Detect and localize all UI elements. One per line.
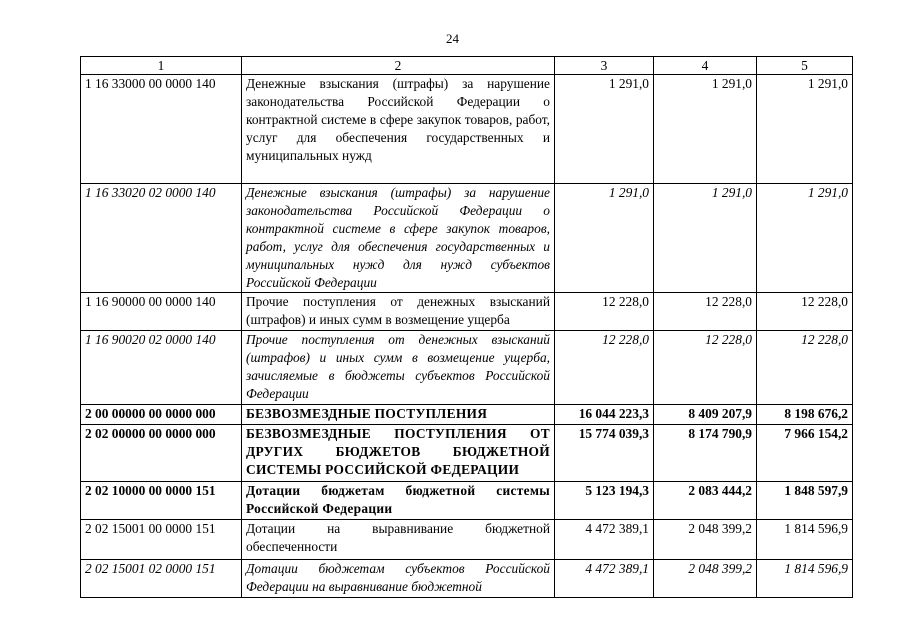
column-header-code: 1 [81, 57, 242, 75]
row-name: БЕЗВОЗМЕЗДНЫЕ ПОСТУПЛЕНИЯ ОТ ДРУГИХ БЮДЖЕТОВ БЮДЖЕТНОЙ СИСТЕМЫ РОССИЙСКОЙ ФЕДЕРАЦИИ [242, 425, 555, 482]
row-name: Дотации на выравнивание бюджетной обеспеченности [242, 520, 555, 560]
table-header-row [81, 57, 853, 75]
table-row [81, 520, 853, 560]
row-value-1: 4 472 389,1 [555, 560, 654, 598]
row-value-2: 2 083 444,2 [654, 482, 757, 520]
row-name: БЕЗВОЗМЕЗДНЫЕ ПОСТУПЛЕНИЯ [242, 405, 555, 425]
row-code: 1 16 90020 02 0000 140 [81, 331, 242, 405]
row-value-3: 7 966 154,2 [757, 425, 853, 482]
column-header-year-1: 3 [555, 57, 654, 75]
table-row [81, 482, 853, 520]
column-header-name: 2 [242, 57, 555, 75]
row-value-2: 2 048 399,2 [654, 520, 757, 560]
row-code: 2 02 00000 00 0000 000 [81, 425, 242, 482]
row-value-1: 5 123 194,3 [555, 482, 654, 520]
row-value-1: 12 228,0 [555, 293, 654, 331]
row-value-2: 1 291,0 [654, 184, 757, 293]
row-value-1: 4 472 389,1 [555, 520, 654, 560]
table-row [81, 331, 853, 405]
row-name: Денежные взыскания (штрафы) за нарушение законодательства Российской Федерации о контрактной системе в сфере закупок товаров, работ, услуг для обеспечения государственных и муниципальных нужд [242, 75, 555, 184]
row-value-2: 8 174 790,9 [654, 425, 757, 482]
table-row [81, 184, 853, 293]
row-code: 2 02 10000 00 0000 151 [81, 482, 242, 520]
row-code: 1 16 90000 00 0000 140 [81, 293, 242, 331]
row-value-1: 1 291,0 [555, 184, 654, 293]
row-value-2: 12 228,0 [654, 331, 757, 405]
row-code: 2 02 15001 00 0000 151 [81, 520, 242, 560]
row-value-3: 12 228,0 [757, 331, 853, 405]
row-code: 1 16 33000 00 0000 140 [81, 75, 242, 184]
budget-revenue-table [80, 56, 853, 598]
row-value-2: 2 048 399,2 [654, 560, 757, 598]
row-code: 2 02 15001 02 0000 151 [81, 560, 242, 598]
row-value-3: 1 291,0 [757, 75, 853, 184]
column-header-year-2: 4 [654, 57, 757, 75]
row-value-3: 1 848 597,9 [757, 482, 853, 520]
row-value-1: 15 774 039,3 [555, 425, 654, 482]
row-value-1: 1 291,0 [555, 75, 654, 184]
column-header-year-3: 5 [757, 57, 853, 75]
row-name: Прочие поступления от денежных взысканий (штрафов) и иных сумм в возмещение ущерба, зачисляемые в бюджеты субъектов Российской Федерации [242, 331, 555, 405]
row-value-1: 12 228,0 [555, 331, 654, 405]
row-value-2: 8 409 207,9 [654, 405, 757, 425]
table-row [81, 293, 853, 331]
table-row [81, 425, 853, 482]
row-code: 2 00 00000 00 0000 000 [81, 405, 242, 425]
table-row [81, 75, 853, 184]
table-row [81, 560, 853, 598]
row-value-1: 16 044 223,3 [555, 405, 654, 425]
row-name: Дотации бюджетам субъектов Российской Федерации на выравнивание бюджетной [242, 560, 555, 598]
row-value-3: 8 198 676,2 [757, 405, 853, 425]
row-value-3: 12 228,0 [757, 293, 853, 331]
row-value-3: 1 291,0 [757, 184, 853, 293]
row-value-2: 1 291,0 [654, 75, 757, 184]
row-name: Денежные взыскания (штрафы) за нарушение законодательства Российской Федерации о контрактной системе в сфере закупок товаров, работ, услуг для обеспечения государственных и муниципальных нужд для нужд субъектов Российской Федерации [242, 184, 555, 293]
row-name: Дотации бюджетам бюджетной системы Российской Федерации [242, 482, 555, 520]
row-value-2: 12 228,0 [654, 293, 757, 331]
table-row [81, 405, 853, 425]
row-value-3: 1 814 596,9 [757, 520, 853, 560]
row-value-3: 1 814 596,9 [757, 560, 853, 598]
row-code: 1 16 33020 02 0000 140 [81, 184, 242, 293]
row-name: Прочие поступления от денежных взысканий (штрафов) и иных сумм в возмещение ущерба [242, 293, 555, 331]
page-number: 24 [446, 31, 459, 46]
